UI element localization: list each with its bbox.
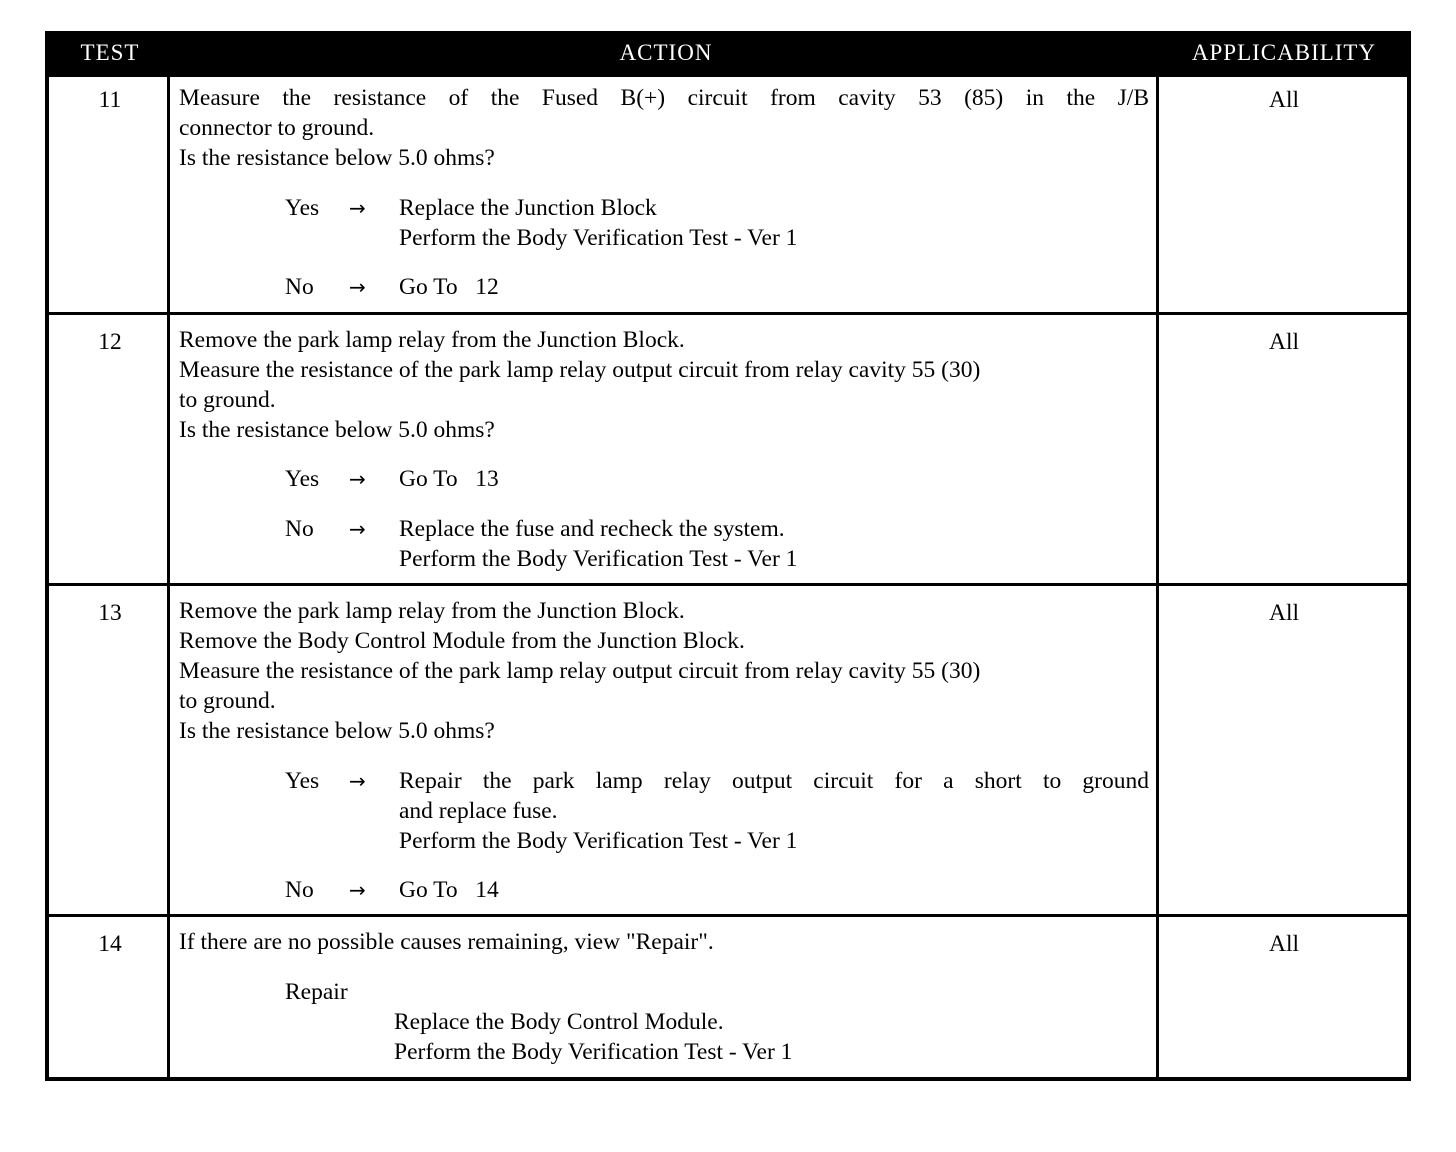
yes-label: Yes: [285, 466, 320, 492]
yes-result-line: Perform the Body Verification Test - Ver 1: [399, 828, 798, 854]
header-action: ACTION: [619, 40, 713, 65]
action-line: Is the resistance below 5.0 ohms?: [179, 718, 495, 744]
yes-result-line: Replace the Junction Block: [399, 195, 657, 221]
action-line: Remove the Body Control Module from the Junction Block.: [179, 628, 745, 654]
yes-label: Yes: [285, 195, 320, 221]
repair-line: Perform the Body Verification Test - Ver 1: [394, 1039, 793, 1065]
arrow-icon: →: [349, 769, 366, 793]
test-number: 13: [98, 600, 122, 626]
table-header: [49, 35, 1407, 77]
repair-label: Repair: [285, 979, 348, 1005]
no-result-line: Go To 12: [399, 274, 499, 300]
action-line: to ground.: [179, 387, 276, 413]
action-line: Is the resistance below 5.0 ohms?: [179, 417, 495, 443]
column-divider: [167, 77, 170, 1077]
yes-result-line: Go To 13: [399, 466, 499, 492]
arrow-icon: →: [349, 275, 366, 299]
yes-label: Yes: [285, 768, 320, 794]
applicability-value: All: [1268, 329, 1300, 355]
action-line: connector to ground.: [179, 115, 375, 141]
header-test: TEST: [80, 40, 140, 65]
row-divider: [49, 914, 1407, 917]
repair-line: Replace the Body Control Module.: [394, 1009, 724, 1035]
action-line: to ground.: [179, 688, 276, 714]
applicability-value: All: [1268, 931, 1300, 957]
arrow-icon: →: [349, 467, 366, 491]
action-line: If there are no possible causes remaining, view "Repair".: [179, 929, 714, 955]
yes-result-line: and replace fuse.: [399, 798, 558, 824]
test-number: 11: [98, 87, 122, 113]
no-result-line: Go To 14: [399, 877, 499, 903]
yes-result-line: Perform the Body Verification Test - Ver 1: [399, 225, 798, 251]
arrow-icon: →: [349, 196, 366, 220]
header-applicability: APPLICABILITY: [1191, 40, 1377, 65]
test-number: 12: [98, 329, 122, 355]
row-divider: [49, 583, 1407, 586]
row-divider: [49, 312, 1407, 315]
action-line: Is the resistance below 5.0 ohms?: [179, 145, 495, 171]
action-line: Measure the resistance of the park lamp relay output circuit from relay cavity 55 (30): [179, 658, 981, 684]
no-label: No: [285, 274, 314, 300]
arrow-icon: →: [349, 517, 366, 541]
action-line: Remove the park lamp relay from the Junction Block.: [179, 598, 685, 624]
no-result-line: Perform the Body Verification Test - Ver 1: [399, 546, 798, 572]
no-result-line: Replace the fuse and recheck the system.: [399, 516, 785, 542]
diagnostic-test-table: [45, 31, 1411, 1081]
action-line: Measure the resistance of the park lamp relay output circuit from relay cavity 55 (30): [179, 357, 981, 383]
action-line: Measure the resistance of the Fused B(+) circuit from cavity 53 (85) in the J/B: [179, 85, 1149, 111]
test-number: 14: [98, 931, 122, 957]
yes-result-line: Repair the park lamp relay output circuit for a short to ground: [399, 768, 1149, 794]
column-divider: [1156, 77, 1159, 1077]
applicability-value: All: [1268, 87, 1300, 113]
arrow-icon: →: [349, 878, 366, 902]
action-line: Remove the park lamp relay from the Junction Block.: [179, 327, 685, 353]
no-label: No: [285, 877, 314, 903]
no-label: No: [285, 516, 314, 542]
applicability-value: All: [1268, 600, 1300, 626]
